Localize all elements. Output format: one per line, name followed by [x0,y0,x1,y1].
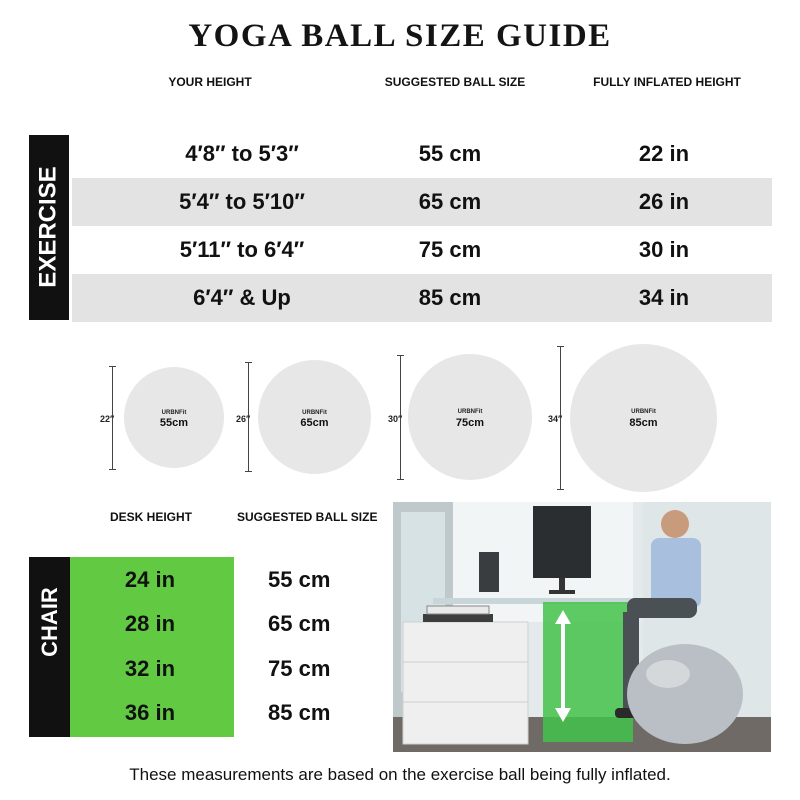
ball-illustration-55 [100,366,230,472]
row-inflated-height: 22 in [638,141,690,166]
row-inflated-height: 30 in [638,237,690,262]
header-desk-height: DESK HEIGHT [110,510,193,524]
row-inflated-height: 26 in [638,189,690,214]
chair-ball-size: 55 cm [268,567,331,592]
ball-circle [408,354,532,480]
row-height: 4′8″ to 5′3″ [185,141,299,166]
office-scene-illustration [393,502,771,752]
footer-note: These measurements are based on the exercise ball being fully inflated. [129,765,671,784]
row-inflated-height: 34 in [638,285,690,310]
chair-side-label: CHAIR [37,587,62,657]
chair-desk-height: 24 in [124,567,176,592]
header-chair-ball-size: SUGGESTED BALL SIZE [237,510,378,524]
row-ball-size: 55 cm [418,141,482,166]
ball-brand: URBNFit [161,410,187,416]
ball-dimension: 26″ [236,414,251,424]
ball-size-label: 65cm [300,417,329,429]
ball-dimension: 22″ [100,414,115,424]
chair-desk-height: 32 in [124,656,176,681]
header-fully-inflated-height: FULLY INFLATED HEIGHT [593,75,741,89]
exercise-side-label: EXERCISE [34,166,62,288]
ball-illustration-85 [548,344,723,492]
ball-brand: URBNFit [302,410,327,416]
ball-dimension: 34″ [548,414,563,424]
row-height: 6′4″ & Up [193,285,291,310]
ball-illustration-75 [388,354,538,482]
chair-ball-size: 75 cm [268,656,331,681]
ball-size-label: 75cm [455,417,485,429]
ball-dimension: 30″ [388,414,403,424]
exercise-row [72,130,772,178]
ball-circle [570,344,717,492]
chair-ball-size: 85 cm [268,700,331,725]
ball-circle [258,360,371,474]
ball-illustration-65 [236,360,376,476]
exercise-row [72,178,772,226]
ball-brand: URBNFit [631,409,656,415]
row-height: 5′11″ to 6′4″ [179,237,305,262]
office-photo [393,502,771,752]
chair-desk-height: 36 in [124,700,176,725]
header-your-height: YOUR HEIGHT [168,75,252,89]
ball-size-label: 85cm [629,417,658,429]
row-height: 5′4″ to 5′10″ [179,189,305,214]
row-ball-size: 65 cm [418,189,482,214]
ball-brand: URBNFit [457,409,483,415]
exercise-row [72,274,772,322]
chair-ball-size: 65 cm [268,611,331,636]
exercise-row [72,226,772,274]
ball-circle [124,367,224,468]
chair-desk-height: 28 in [124,611,176,636]
row-ball-size: 75 cm [418,237,482,262]
page-title: YOGA BALL SIZE GUIDE [188,18,612,54]
ball-size-label: 55cm [159,417,189,429]
row-ball-size: 85 cm [418,285,482,310]
header-suggested-ball-size: SUGGESTED BALL SIZE [384,75,526,89]
